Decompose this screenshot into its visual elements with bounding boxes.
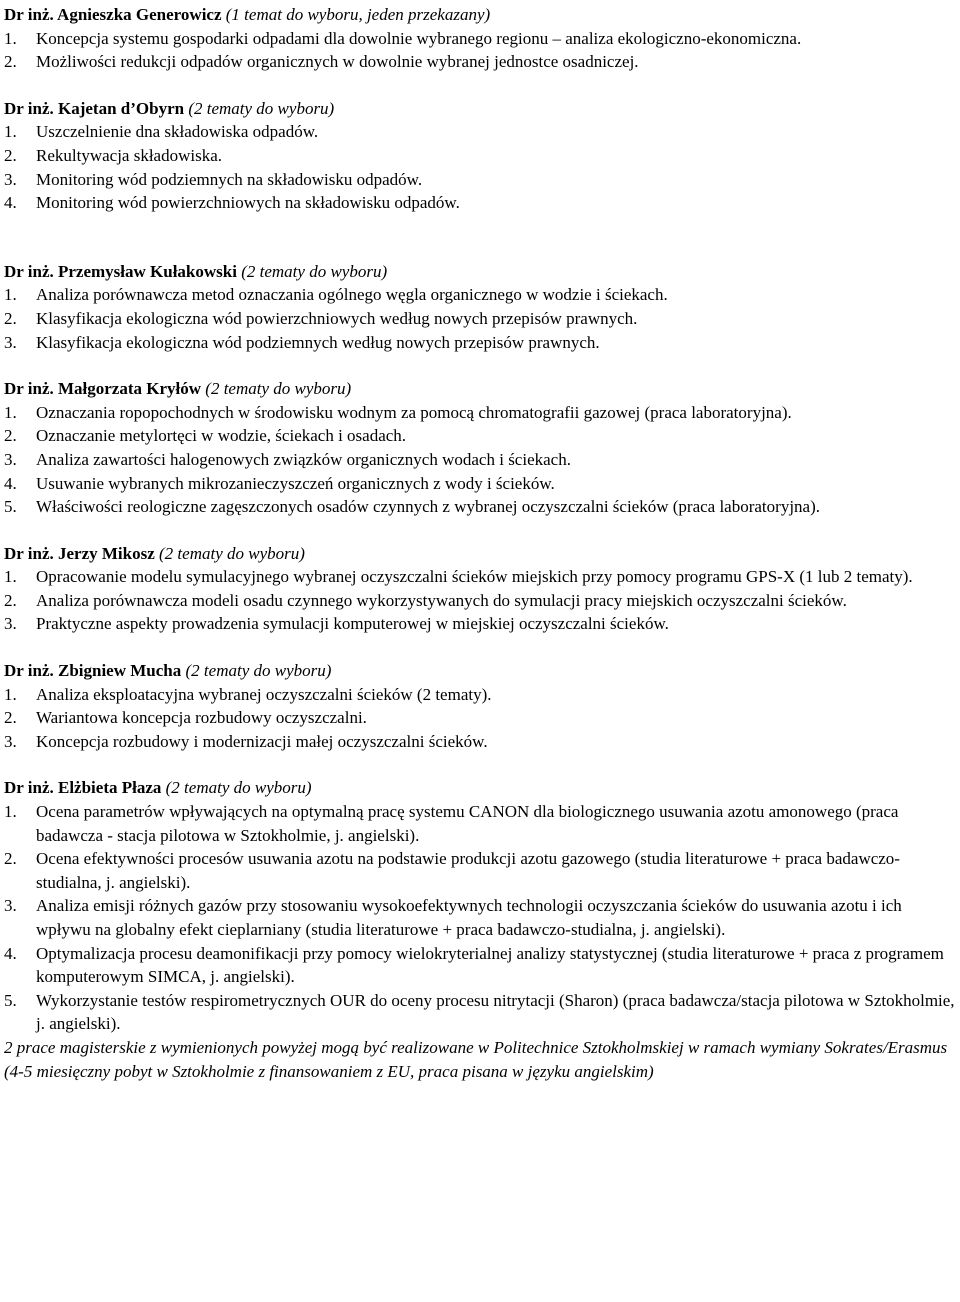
topic-number: 3. bbox=[4, 169, 17, 189]
topic-count-note: (2 tematy do wyboru) bbox=[165, 778, 312, 798]
topic-number: 2. bbox=[4, 708, 17, 728]
topic-text: Rekultywacja składowiska. bbox=[36, 145, 223, 165]
topic-item bbox=[4, 191, 960, 215]
topic-item bbox=[4, 495, 960, 519]
supervisor-section-generowicz bbox=[4, 3, 960, 74]
topic-number: 1. bbox=[4, 802, 17, 822]
topic-item bbox=[4, 424, 960, 448]
topic-item bbox=[4, 565, 960, 589]
topic-item bbox=[4, 730, 960, 754]
topic-text: Oznaczania ropopochodnych w środowisku wodnym za pomocą chromatografii gazowej (praca laboratoryjna). bbox=[36, 402, 792, 422]
topic-number: 5. bbox=[4, 990, 17, 1010]
topic-item bbox=[4, 331, 960, 355]
topic-text: Monitoring wód podziemnych na składowisku odpadów. bbox=[36, 169, 423, 189]
topic-item bbox=[4, 706, 960, 730]
topic-number: 4. bbox=[4, 943, 17, 963]
topic-text: Wykorzystanie testów respirometrycznych OUR do oceny procesu nitrytacji (Sharon) (praca badawcza/stacja pilotowa w Sztokholmie, j. angielski). bbox=[36, 990, 955, 1034]
topic-text: Analiza eksploatacyjna wybranej oczyszczalni ścieków (2 tematy). bbox=[36, 684, 492, 704]
topic-text: Analiza zawartości halogenowych związków organicznych wodach i ściekach. bbox=[36, 449, 571, 469]
supervisor-heading bbox=[4, 776, 960, 800]
supervisor-heading bbox=[4, 260, 960, 284]
supervisor-heading bbox=[4, 3, 960, 27]
topic-item bbox=[4, 942, 960, 989]
topic-item bbox=[4, 50, 960, 74]
topic-count-note: (2 tematy do wyboru) bbox=[159, 543, 305, 563]
supervisor-heading bbox=[4, 377, 960, 401]
topic-item bbox=[4, 120, 960, 144]
topic-text: Praktyczne aspekty prowadzenia symulacji komputerowej w miejskiej oczyszczalni ścieków. bbox=[36, 614, 669, 634]
topic-item bbox=[4, 448, 960, 472]
topic-number: 2. bbox=[4, 426, 17, 446]
topic-text: Koncepcja rozbudowy i modernizacji małej oczyszczalni ścieków. bbox=[36, 731, 488, 751]
supervisor-section-plaza bbox=[4, 776, 960, 1083]
topic-text: Uszczelnienie dna składowiska odpadów. bbox=[36, 122, 319, 142]
topic-item bbox=[4, 168, 960, 192]
topic-item bbox=[4, 989, 960, 1036]
topic-list bbox=[4, 565, 960, 636]
supervisor-name: Dr inż. Elżbieta Płaza bbox=[4, 778, 162, 798]
topic-text: Optymalizacja procesu deamonifikacji przy pomocy wielokryterialnej analizy statystycznej (studia literaturowe + praca z programem komputerowym SIMCA, j. angielski). bbox=[36, 943, 944, 987]
topic-list bbox=[4, 401, 960, 519]
topic-text: Usuwanie wybranych mikrozanieczyszczeń organicznych z wody i ścieków. bbox=[36, 473, 555, 493]
supervisor-name: Dr inż. Kajetan d’Obyrn bbox=[4, 98, 185, 118]
topic-text: Analiza emisji różnych gazów przy stosowaniu wysokoefektywnych technologii oczyszczania ścieków do usuwania azotu i ich wpływu na globalny efekt cieplarniany (studia literaturowe + praca badawczo-studialna, j. angielski). bbox=[36, 896, 902, 939]
topic-item bbox=[4, 683, 960, 707]
topic-text: Opracowanie modelu symulacyjnego wybranej oczyszczalni ścieków miejskich przy pomocy programu GPS-X (1 lub 2 tematy). bbox=[36, 567, 913, 587]
topic-number: 1. bbox=[4, 28, 17, 48]
topic-item bbox=[4, 894, 960, 941]
topic-item bbox=[4, 847, 960, 894]
topic-item bbox=[4, 589, 960, 613]
topic-item bbox=[4, 472, 960, 496]
topic-text: Oznaczanie metylortęci w wodzie, ściekach i osadach. bbox=[36, 426, 407, 446]
topic-number: 2. bbox=[4, 308, 17, 328]
topic-list bbox=[4, 283, 960, 354]
topic-count-note: (2 tematy do wyboru) bbox=[241, 261, 388, 281]
supervisor-heading bbox=[4, 97, 960, 121]
topic-text: Właściwości reologiczne zagęszczonych osadów czynnych z wybranej oczyszczalni ścieków (praca laboratoryjna). bbox=[36, 497, 820, 517]
topic-number: 1. bbox=[4, 285, 17, 305]
topic-number: 5. bbox=[4, 497, 17, 517]
topic-number: 1. bbox=[4, 684, 17, 704]
topic-number: 3. bbox=[4, 449, 17, 469]
supervisor-name: Dr inż. Jerzy Mikosz bbox=[4, 543, 155, 563]
supervisor-heading bbox=[4, 659, 960, 683]
topic-number: 2. bbox=[4, 849, 17, 869]
supervisor-name: Dr inż. Agnieszka Generowicz bbox=[4, 5, 222, 24]
supervisor-name: Dr inż. Zbigniew Mucha bbox=[4, 661, 182, 681]
topic-item bbox=[4, 612, 960, 636]
exchange-program-note: 2 prace magisterskie z wymienionych powyżej mogą być realizowane w Politechnice Sztokholmskiej w ramach wymiany Sokrates/Erasmus (4-5 miesięczny pobyt w Sztokholmie z finansowaniem z EU, praca pisana w języku angielskim) bbox=[4, 1037, 948, 1081]
supervisor-section-kulakowski bbox=[4, 260, 960, 354]
topic-item bbox=[4, 401, 960, 425]
supervisor-heading bbox=[4, 542, 960, 566]
topic-item bbox=[4, 27, 960, 51]
topic-count-note: (2 tematy do wyboru) bbox=[185, 661, 332, 681]
topic-list bbox=[4, 683, 960, 754]
topic-list bbox=[4, 27, 960, 74]
topic-text: Możliwości redukcji odpadów organicznych w dowolnie wybranej jednostce osadniczej. bbox=[36, 52, 639, 72]
topic-number: 1. bbox=[4, 567, 17, 587]
topic-list bbox=[4, 800, 960, 1036]
topic-number: 3. bbox=[4, 896, 17, 916]
supervisor-section-mikosz bbox=[4, 542, 960, 636]
topic-count-note: (1 temat do wyboru, jeden przekazany) bbox=[225, 5, 491, 24]
supervisor-section-mucha bbox=[4, 659, 960, 753]
topic-number: 2. bbox=[4, 52, 17, 72]
topic-number: 1. bbox=[4, 402, 17, 422]
topic-number: 1. bbox=[4, 122, 17, 142]
supervisor-name: Dr inż. Przemysław Kułakowski bbox=[4, 261, 237, 281]
topic-item bbox=[4, 283, 960, 307]
topic-count-note: (2 tematy do wyboru) bbox=[205, 379, 352, 399]
topic-text: Klasyfikacja ekologiczna wód podziemnych według nowych przepisów prawnych. bbox=[36, 332, 600, 352]
topic-item bbox=[4, 307, 960, 331]
topic-text: Ocena parametrów wpływających na optymalną pracę systemu CANON dla biologicznego usuwania azotu amonowego (praca badawcza - stacja pilotowa w Sztokholmie, j. angielski). bbox=[36, 802, 899, 845]
topic-number: 4. bbox=[4, 193, 17, 213]
topic-text: Ocena efektywności procesów usuwania azotu na podstawie produkcji azotu gazowego (studia literaturowe + praca badawczo-studialna, j. angielski). bbox=[36, 849, 900, 892]
supervisor-section-krylow bbox=[4, 377, 960, 519]
topic-text: Monitoring wód powierzchniowych na składowisku odpadów. bbox=[36, 193, 460, 213]
supervisor-name: Dr inż. Małgorzata Kryłów bbox=[4, 379, 202, 399]
topic-number: 3. bbox=[4, 332, 17, 352]
topic-text: Analiza porównawcza modeli osadu czynnego wykorzystywanych do symulacji pracy miejskich oczyszczalni ścieków. bbox=[36, 590, 847, 610]
topic-number: 3. bbox=[4, 614, 17, 634]
topic-list bbox=[4, 120, 960, 214]
topic-text: Koncepcja systemu gospodarki odpadami dla dowolnie wybranego regionu – analiza ekologiczno-ekonomiczna. bbox=[36, 28, 802, 48]
topic-text: Wariantowa koncepcja rozbudowy oczyszczalni. bbox=[36, 708, 367, 728]
topic-number: 4. bbox=[4, 473, 17, 493]
topic-item bbox=[4, 800, 960, 847]
topic-text: Analiza porównawcza metod oznaczania ogólnego węgla organicznego w wodzie i ściekach. bbox=[36, 285, 668, 305]
topic-text: Klasyfikacja ekologiczna wód powierzchniowych według nowych przepisów prawnych. bbox=[36, 308, 638, 328]
topic-number: 3. bbox=[4, 731, 17, 751]
topic-number: 2. bbox=[4, 590, 17, 610]
topic-item bbox=[4, 144, 960, 168]
topic-number: 2. bbox=[4, 145, 17, 165]
topic-count-note: (2 tematy do wyboru) bbox=[188, 98, 335, 118]
supervisor-section-dobyrn bbox=[4, 97, 960, 215]
